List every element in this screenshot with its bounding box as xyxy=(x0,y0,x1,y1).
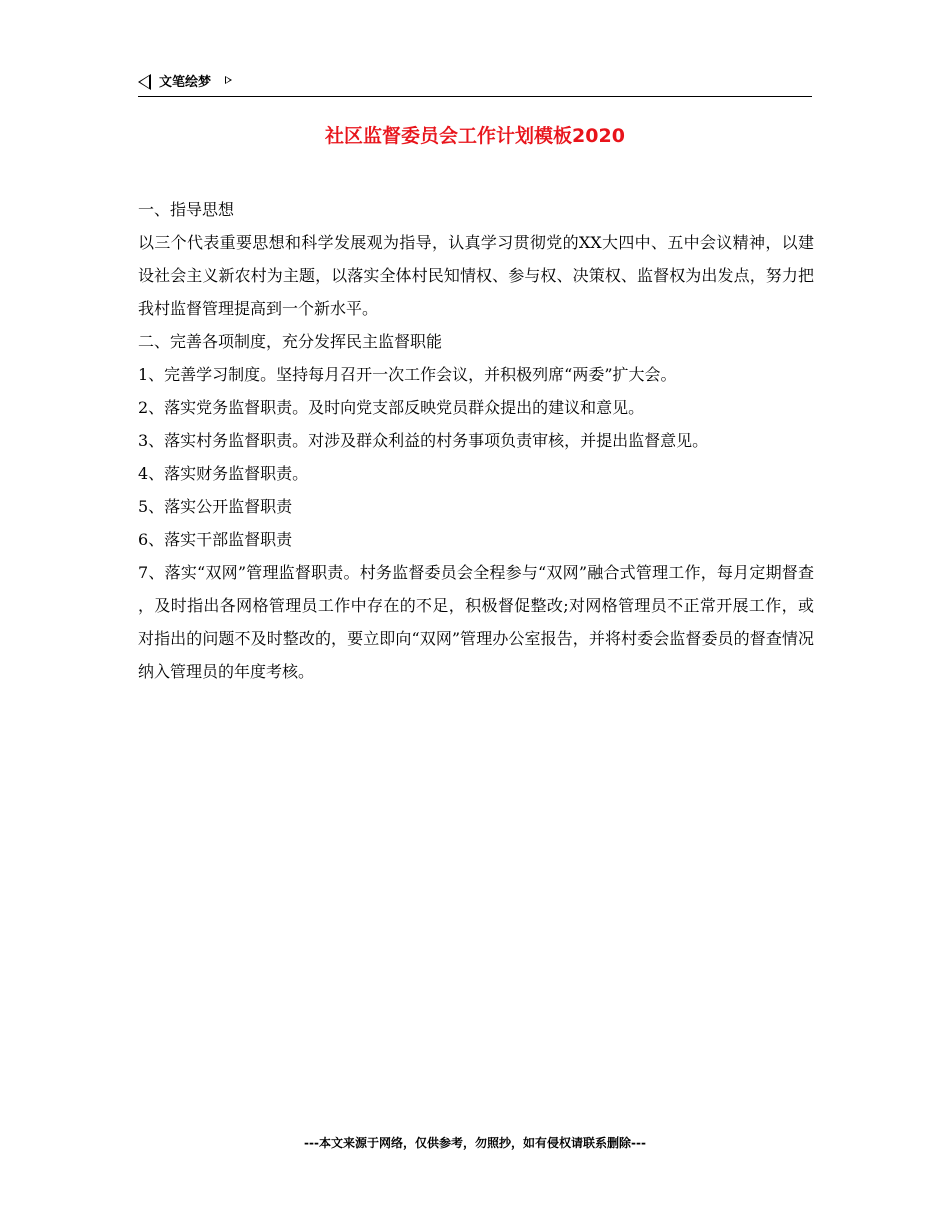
document-body xyxy=(138,193,814,688)
list-item: 3、落实村务监督职责。对涉及群众利益的村务事项负责审核，并提出监督意见。 xyxy=(138,431,709,450)
list-item: 7、落实“双网”管理监督职责。村务监督委员会全程参与“双网”融合式管理工作，每月定期督查，及时指出各网格管理员工作中存在的不足，积极督促整改;对网格管理员不正常开展工作，或对指出的问题不及时整改的，要立即向“双网”管理办公室报告，并将村委会监督委员的督查情况纳入管理员的年度考核。 xyxy=(138,563,814,681)
body-paragraph: 以三个代表重要思想和科学发展观为指导，认真学习贯彻党的XX大四中、五中会议精神，以建设社会主义新农村为主题，以落实全体村民知情权、参与权、决策权、监督权为出发点，努力把我村监督管理提高到一个新水平。 xyxy=(138,233,814,318)
document-title: 社区监督委员会工作计划模板2020 xyxy=(325,125,625,147)
triangle-left-icon xyxy=(138,74,151,90)
list-item: 6、落实干部监督职责 xyxy=(138,530,293,549)
list-item: 4、落实财务监督职责。 xyxy=(138,464,309,483)
section-heading: 一、指导思想 xyxy=(138,200,235,219)
list-item: 1、完善学习制度。坚持每月召开一次工作会议，并积极列席“两委”扩大会。 xyxy=(138,365,677,384)
list-item: 5、落实公开监督职责 xyxy=(138,497,293,516)
section-heading: 二、完善各项制度，充分发挥民主监督职能 xyxy=(138,332,443,351)
footer-disclaimer: ---本文来源于网络，仅供参考，勿照抄，如有侵权请联系删除--- xyxy=(304,1136,646,1150)
page-header xyxy=(138,72,812,97)
triangle-right-icon xyxy=(225,76,232,84)
header-brand: 文笔绘梦 xyxy=(159,75,212,90)
list-item: 2、落实党务监督职责。及时向党支部反映党员群众提出的建议和意见。 xyxy=(138,398,645,417)
